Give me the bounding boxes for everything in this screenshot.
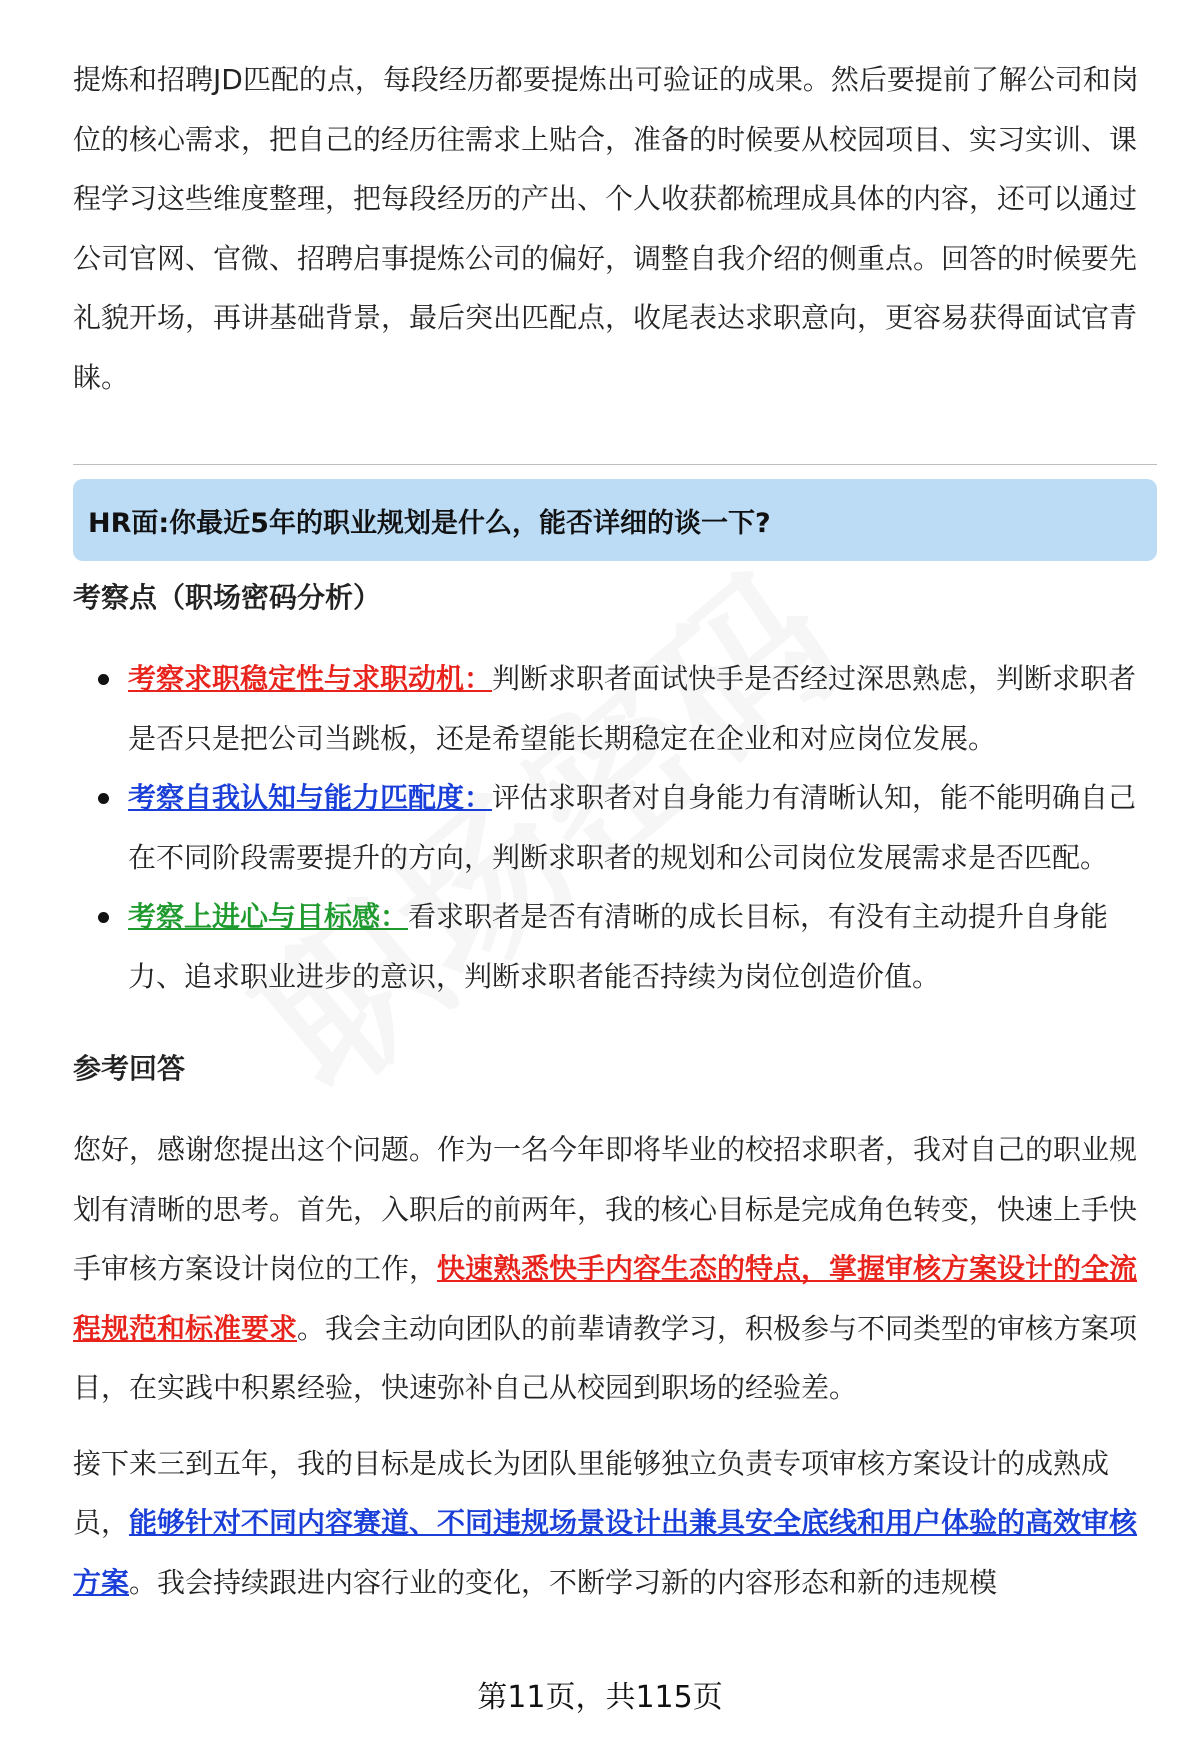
exam-points-title: 考察点（职场密码分析）: [73, 581, 382, 614]
exam-point: [128, 768, 1157, 887]
exam-point: [128, 887, 1157, 1006]
answer-text: 。我会主动向团队的前辈请教学习，积极参与不同类型的审核方案项目，在实践中积累经验，快速弥补自己从校园到职场的经验差。: [73, 1311, 1138, 1404]
answer-text: 您好，感谢您提出这个问题。作为一名今年即将毕业的校招求职者，我对自己的职业规划有清晰的思考。首先，入职后的前两年，我的核心目标是完成角色转变，快速上手快手审核方案设计岗位的工作，: [73, 1133, 1138, 1285]
point-text: 看求职者是否有清晰的成长目标，有没有主动提升自身能力、追求职业进步的意识，判断求职者能否持续为岗位创造价值。: [128, 900, 1109, 993]
question-text: HR面:你最近5年的职业规划是什么，能否详细的谈一下?: [88, 507, 771, 539]
answer-highlight: 能够针对不同内容赛道、不同违规场景设计出兼具安全底线和用户体验的高效审核方案: [73, 1506, 1138, 1599]
divider: [73, 464, 1157, 465]
answer-highlight: 快速熟悉快手内容生态的特点，掌握审核方案设计的全流程规范和标准要求: [73, 1252, 1138, 1345]
answer-paragraph-2: [73, 1434, 1157, 1613]
point-keyword: 考察上进心与目标感：: [128, 900, 409, 933]
point-keyword: 考察求职稳定性与求职动机：: [128, 662, 493, 695]
bullet-dot-icon: [98, 674, 109, 685]
answer-paragraph-1: [73, 1120, 1157, 1418]
point-text: 判断求职者面试快手是否经过深思熟虑，判断求职者是否只是把公司当跳板，还是希望能长期稳定在企业和对应岗位发展。: [128, 662, 1137, 755]
page-number: 第11页，共115页: [477, 1680, 723, 1715]
answer-text: 接下来三到五年，我的目标是成长为团队里能够独立负责专项审核方案设计的成熟成员，: [73, 1446, 1110, 1539]
page-content: [73, 50, 1157, 1612]
exam-points-list: [73, 649, 1157, 1006]
bullet-dot-icon: [98, 793, 109, 804]
reference-answer-title: 参考回答: [73, 1052, 186, 1085]
point-text: 评估求职者对自身能力有清晰认知，能不能明确自己在不同阶段需要提升的方向，判断求职者的规划和公司岗位发展需求是否匹配。: [128, 781, 1137, 874]
exam-point: [128, 649, 1157, 768]
bullet-dot-icon: [98, 912, 109, 923]
answer-text: 。我会持续跟进内容行业的变化，不断学习新的内容形态和新的违规模: [129, 1565, 998, 1599]
intro-paragraph: 提炼和招聘JD匹配的点，每段经历都要提炼出可验证的成果。然后要提前了解公司和岗位的核心需求，把自己的经历往需求上贴合，准备的时候要从校园项目、实习实训、课程学习这些维度整理，把每段经历的产出、个人收获都梳理成具体的内容，还可以通过公司官网、官微、招聘启事提炼公司的偏好，调整自我介绍的侧重点。回答的时候要先礼貌开场，再讲基础背景，最后突出匹配点，收尾表达求职意向，更容易获得面试官青睐。: [73, 63, 1139, 394]
question-box: [73, 479, 1157, 561]
point-keyword: 考察自我认知与能力匹配度：: [128, 781, 493, 814]
